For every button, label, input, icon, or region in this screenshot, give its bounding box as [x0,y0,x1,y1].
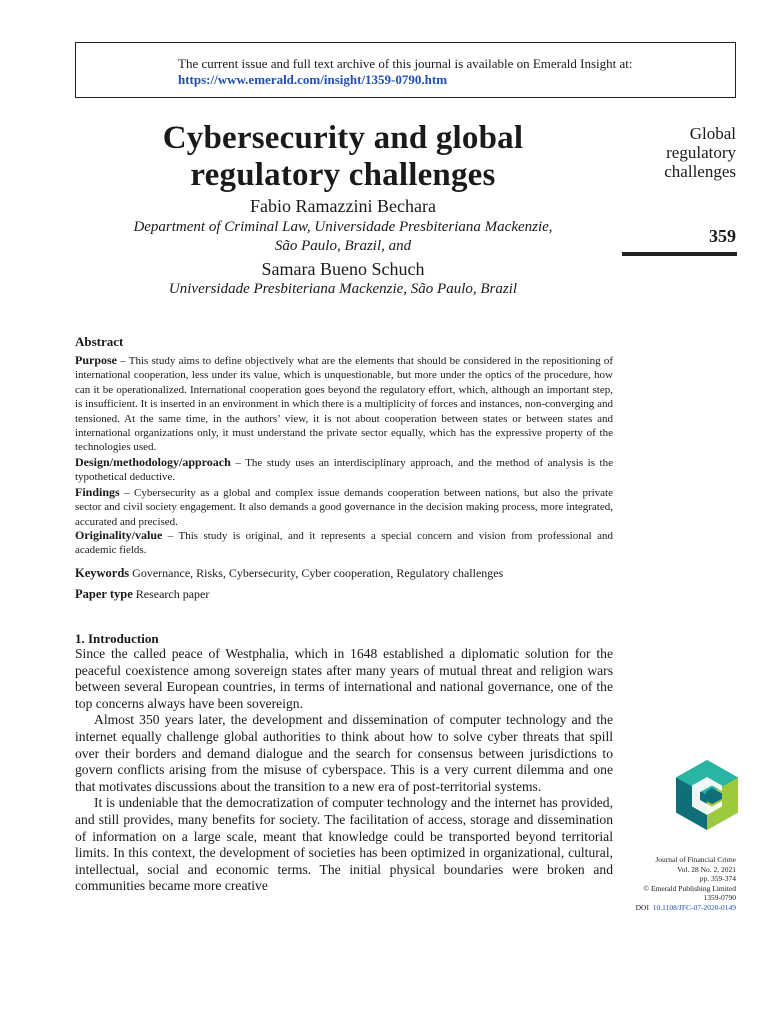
abstract-purpose [75,353,613,455]
journal-archive-link[interactable]: https://www.emerald.com/insight/1359-0790.htm [178,72,448,87]
findings-text: – Cybersecurity as a global and complex issue demands cooperation between nations, but also the private sector and civil society engagement. It also demands a good governance in the decision making process, more integrated, accurated and precised. [75,487,613,528]
running-title-line-2: regulatory [666,143,736,162]
article-title [110,120,576,194]
running-title-line-1: Global [689,124,736,143]
keywords-line [75,566,503,581]
affiliation-1 [100,218,586,256]
affiliation-1-line-2: São Paulo, Brazil, and [274,238,412,254]
abstract-findings [75,485,613,529]
abstract-heading: Abstract [75,334,124,349]
purpose-text: – This study aims to define objectively what are the elements that should be considered in the repositioning of international cooperation, less under its value, which is unquestionable, but more under the optics of the procedure, how can it be operationalized. International cooperation goes beyond the regulatory effort, which, although an important step, is insufficient. It is inserted in an environment in which there is a multiplicity of forces and instances, non-converging and tensioned. At the same time, in the authors’ view, it is not about cooperation between states or between states and international organizations only, it must understand the private sector equally, which has the expressive property of the technologies used. [75,355,613,454]
author-2: Samara Bueno Schuch [261,259,425,279]
introduction-paragraph-2: Almost 350 years later, the development and dissemination of computer technology and the internet equally challenge global authorities to think about how to solve cyber threats that spill over their borders and demand dialogue and the search for consensus between jurisdictions to govern conflicts arising from the misuse of cyberspace. This is a very current dilemma and one that motivates discussions about the transition to a new era of post-territorial systems. [75,712,613,794]
doi-label: DOI [635,902,649,912]
doi-link[interactable]: 10.1108/JFC-07-2020-0149 [652,902,736,912]
page-number: 359 [709,226,736,246]
journal-volume: Vol. 28 No. 2, 2021 [677,864,736,874]
author-1: Fabio Ramazzini Bechara [250,196,436,216]
journal-name: Journal of Financial Crime [655,855,736,864]
running-title [586,124,736,181]
title-line-2: regulatory challenges [190,157,496,193]
journal-pages: pp. 359-374 [699,874,736,884]
keywords-text: Governance, Risks, Cybersecurity, Cyber cooperation, Regulatory challenges [129,566,504,580]
journal-doi [596,903,736,913]
emerald-publishing-logo-icon [676,760,738,830]
abstract-originality [75,528,613,558]
page-number-rule [622,252,737,256]
originality-label: Originality/value [75,528,163,542]
keywords-label: Keywords [75,566,130,580]
journal-access-box [75,42,736,98]
title-line-1: Cybersecurity and global [162,120,524,156]
purpose-label: Purpose [75,353,117,367]
introduction-body [75,646,613,895]
abstract-design [75,455,613,485]
access-notice-text: The current issue and full text archive of this journal is available on Emerald Insight at: [178,56,633,71]
introduction-paragraph-1: Since the called peace of Westphalia, which in 1648 established a diplomatic solution for the peaceful coexistence among sovereign states after many years of mutual threat and religion wars between several European countries, in terms of international and national governance, one of the top concerns always have been sovereign. [75,646,613,711]
paper-type-line [75,587,209,602]
design-text: – The study uses an interdisciplinary approach, and the method of analysis is the typothetical deductive. [75,457,613,484]
running-title-line-3: challenges [664,162,736,181]
introduction-heading: 1. Introduction [75,631,159,646]
affiliation-1-line-1: Department of Criminal Law, Universidade Presbiteriana Mackenzie, [133,219,553,235]
journal-issn: 1359-0790 [703,893,736,903]
paper-type-text: Research paper [132,587,210,601]
journal-copyright: © Emerald Publishing Limited [643,883,736,893]
originality-text: – This study is original, and it represents a special concern and vision from professional and academic fields. [75,530,613,557]
paper-type-label: Paper type [75,587,133,601]
journal-metadata [596,855,736,913]
affiliation-2: Universidade Presbiteriana Mackenzie, São Paulo, Brazil [168,281,518,297]
design-label: Design/methodology/approach [75,455,231,469]
introduction-paragraph-3: It is undeniable that the democratization of computer technology and the internet has provided, and still provides, many benefits for society. The facilitation of access, storage and dissemination of information on a large scale, meant that knowledge could be transported beyond territorial limits. In this context, the development of societies has been optimized in organizational, cultural, intellectual, social and economic terms. The initial physical boundaries were broken and communities became more creative [75,795,613,894]
findings-label: Findings [75,485,120,499]
